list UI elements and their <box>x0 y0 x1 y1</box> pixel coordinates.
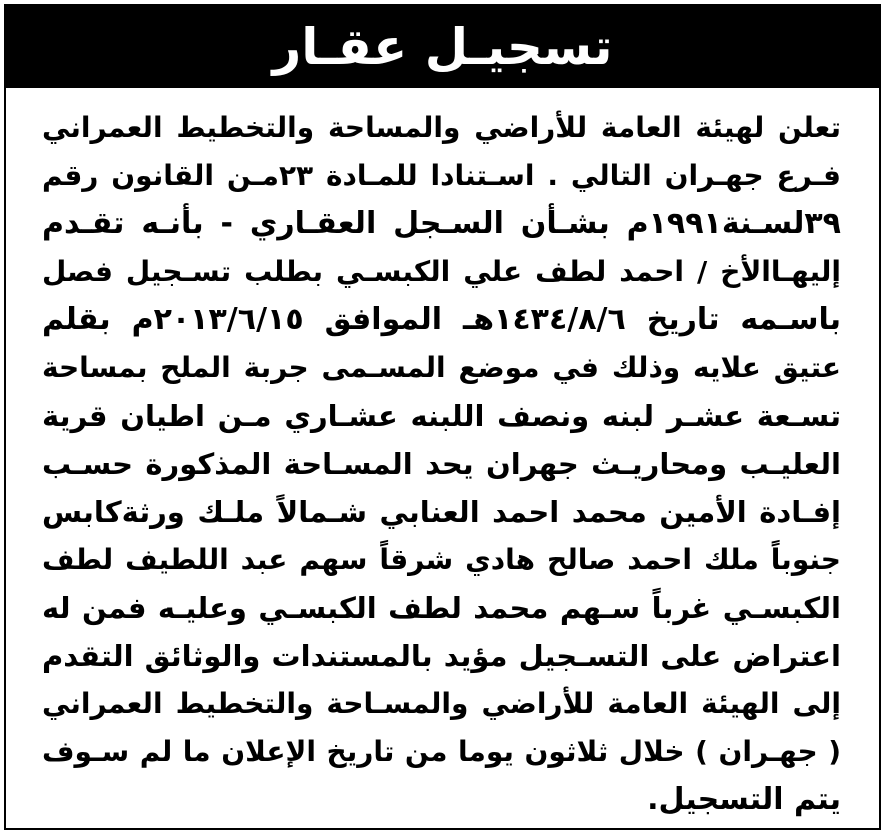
notice-line-12: اعتراض على التسـجيل مؤيد بالمستندات والوثائق التقدم <box>42 639 841 673</box>
notice-line-15: يتم التسجيل. <box>647 782 841 817</box>
notice-body <box>42 104 841 824</box>
notice-line-11: الكبسـي غرباً سـهم محمد لطف الكبسـي وعليـه فمن له <box>42 591 841 625</box>
notice-line-7: تسـعة عشـر لبنه ونصف اللبنه عشـاري مـن اطيان قرية <box>42 399 841 433</box>
notice-line-4: إليهـاالأخ / احمد لطف علي الكبسـي بطلب تسـجيل فصل <box>42 255 841 288</box>
notice-title: تسجيـل عقـار <box>272 18 613 76</box>
notice-line-9: إفـادة الأمين محمد احمد العنابي شـمالاً ملـك ورثةكابس <box>42 495 841 529</box>
notice-frame <box>4 4 881 830</box>
notice-line-3: ٣٩لسـنة١٩٩١م بشـأن السـجل العقـاري - بأنـه تقـدم <box>42 206 841 241</box>
notice-line-8: العليـب ومحاريـث جهران يحد المسـاحة المذكورة حسـب <box>42 447 841 481</box>
notice-line-2: فـرع جهـران التالي . اسـتنادا للمـادة ٢٣مـن القانون رقم <box>42 159 841 192</box>
title-bar <box>6 6 879 88</box>
notice-line-6: عتيق علايه وذلك في موضع المسـمى جربة الملح بمساحة <box>42 351 841 384</box>
notice-line-14: ( جهـران ) خلال ثلاثون يوما من تاريخ الإعلان ما لم سـوف <box>42 735 841 768</box>
notice-line-1: تعلن لهيئة العامة للأراضي والمساحة والتخطيط العمراني <box>42 111 841 144</box>
notice-line-13: إلى الهيئة العامة للأراضي والمسـاحة والتخطيط العمراني <box>42 687 841 720</box>
notice-line-10: جنوباً ملك احمد صالح هادي شرقاً سهم عبد اللطيف لطف <box>42 543 841 576</box>
notice-line-5: باسـمه تاريخ ١٤٣٤/٨/٦هـ الموافق ٢٠١٣/٦/١٥م بقلم <box>42 302 841 337</box>
